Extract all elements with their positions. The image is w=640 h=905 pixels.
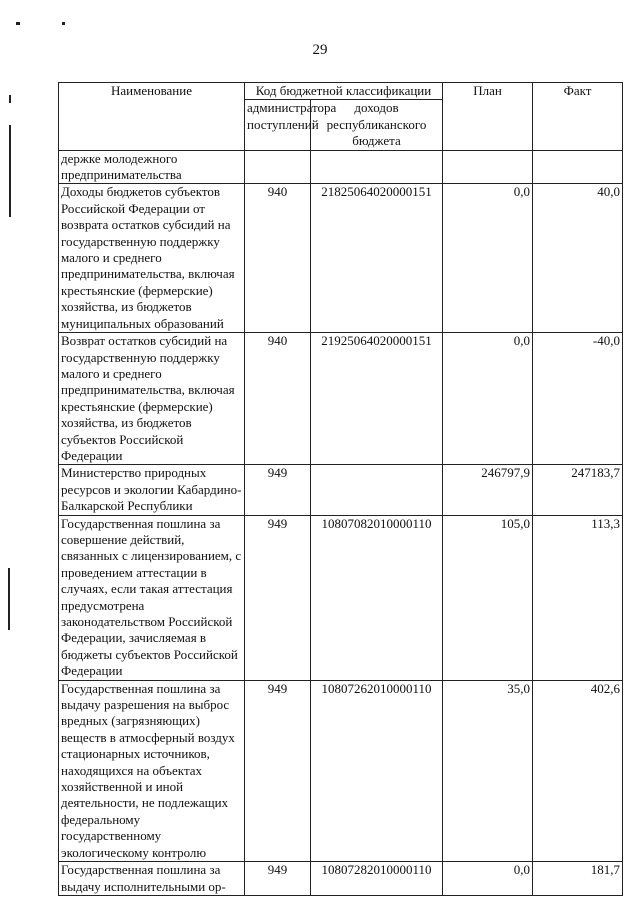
header-admin: администратора поступлений — [245, 100, 311, 150]
row-code — [311, 465, 443, 515]
row-admin: 949 — [245, 862, 311, 896]
row-fact: 113,3 — [533, 515, 623, 680]
row-fact: -40,0 — [533, 333, 623, 465]
row-admin: 949 — [245, 515, 311, 680]
row-fact: 40,0 — [533, 184, 623, 333]
page-number: 29 — [312, 42, 328, 58]
header-plan: План — [443, 83, 533, 151]
row-plan — [443, 150, 533, 184]
row-plan: 0,0 — [443, 862, 533, 896]
scan-mark — [9, 95, 11, 103]
row-plan: 105,0 — [443, 515, 533, 680]
header-fact: Факт — [533, 83, 623, 151]
row-plan: 246797,9 — [443, 465, 533, 515]
row-fact: 402,6 — [533, 680, 623, 861]
row-code: 10807282010000110 — [311, 862, 443, 896]
row-fact: 181,7 — [533, 862, 623, 896]
row-code: 10807262010000110 — [311, 680, 443, 861]
table-row — [59, 184, 623, 333]
header-income: доходов республиканского бюджета — [311, 100, 443, 150]
header-code-group: Код бюджетной классификации — [245, 83, 443, 100]
table-row — [59, 680, 623, 861]
table-row — [59, 862, 623, 896]
header-name: Наименование — [59, 83, 245, 151]
row-name: Министерство природных ресурсов и экологии Кабардино-Балкарской Республики — [59, 465, 245, 515]
row-admin — [245, 150, 311, 184]
row-name: Государственная пошлина за выдачу исполнительными ор- — [59, 862, 245, 896]
row-name: Государственная пошлина за выдачу разрешения на выброс вредных (загрязняющих) веществ в атмосферный воздух стационарных источников, находящихся на объектах хозяйственной и иной деятельности, не подлежащих федеральному государственному экологическому контролю — [59, 680, 245, 861]
row-plan: 0,0 — [443, 184, 533, 333]
row-code: 21825064020000151 — [311, 184, 443, 333]
table-row — [59, 465, 623, 515]
row-admin: 940 — [245, 184, 311, 333]
row-admin: 949 — [245, 465, 311, 515]
row-code: 21925064020000151 — [311, 333, 443, 465]
row-plan: 0,0 — [443, 333, 533, 465]
budget-table — [58, 82, 623, 896]
row-code — [311, 150, 443, 184]
row-name: Государственная пошлина за совершение действий, связанных с лицензированием, с проведением аттестации в случаях, если такая аттестация предусмотрена законодательством Российской Федерации, зачисляемая в бюджеты субъектов Российской Федерации — [59, 515, 245, 680]
row-code: 10807082010000110 — [311, 515, 443, 680]
row-name: Доходы бюджетов субъектов Российской Федерации от возврата остатков субсидий на государственную поддержку малого и среднего предпринимательства, включая крестьянские (фермерские) хозяйства, из бюджетов муниципальных образований — [59, 184, 245, 333]
row-name: держке молодежного предпринимательства — [59, 150, 245, 184]
table-header-row — [59, 83, 623, 100]
row-admin: 940 — [245, 333, 311, 465]
row-fact — [533, 150, 623, 184]
scan-mark — [16, 22, 20, 25]
table-row — [59, 515, 623, 680]
table-row — [59, 333, 623, 465]
row-admin: 949 — [245, 680, 311, 861]
table-row — [59, 150, 623, 184]
row-fact: 247183,7 — [533, 465, 623, 515]
row-plan: 35,0 — [443, 680, 533, 861]
scan-mark — [9, 125, 11, 217]
scan-mark — [62, 22, 65, 25]
row-name: Возврат остатков субсидий на государственную поддержку малого и среднего предпринимательства, включая крестьянские (фермерские) хозяйства, из бюджетов субъектов Российской Федерации — [59, 333, 245, 465]
scan-mark — [8, 568, 10, 630]
